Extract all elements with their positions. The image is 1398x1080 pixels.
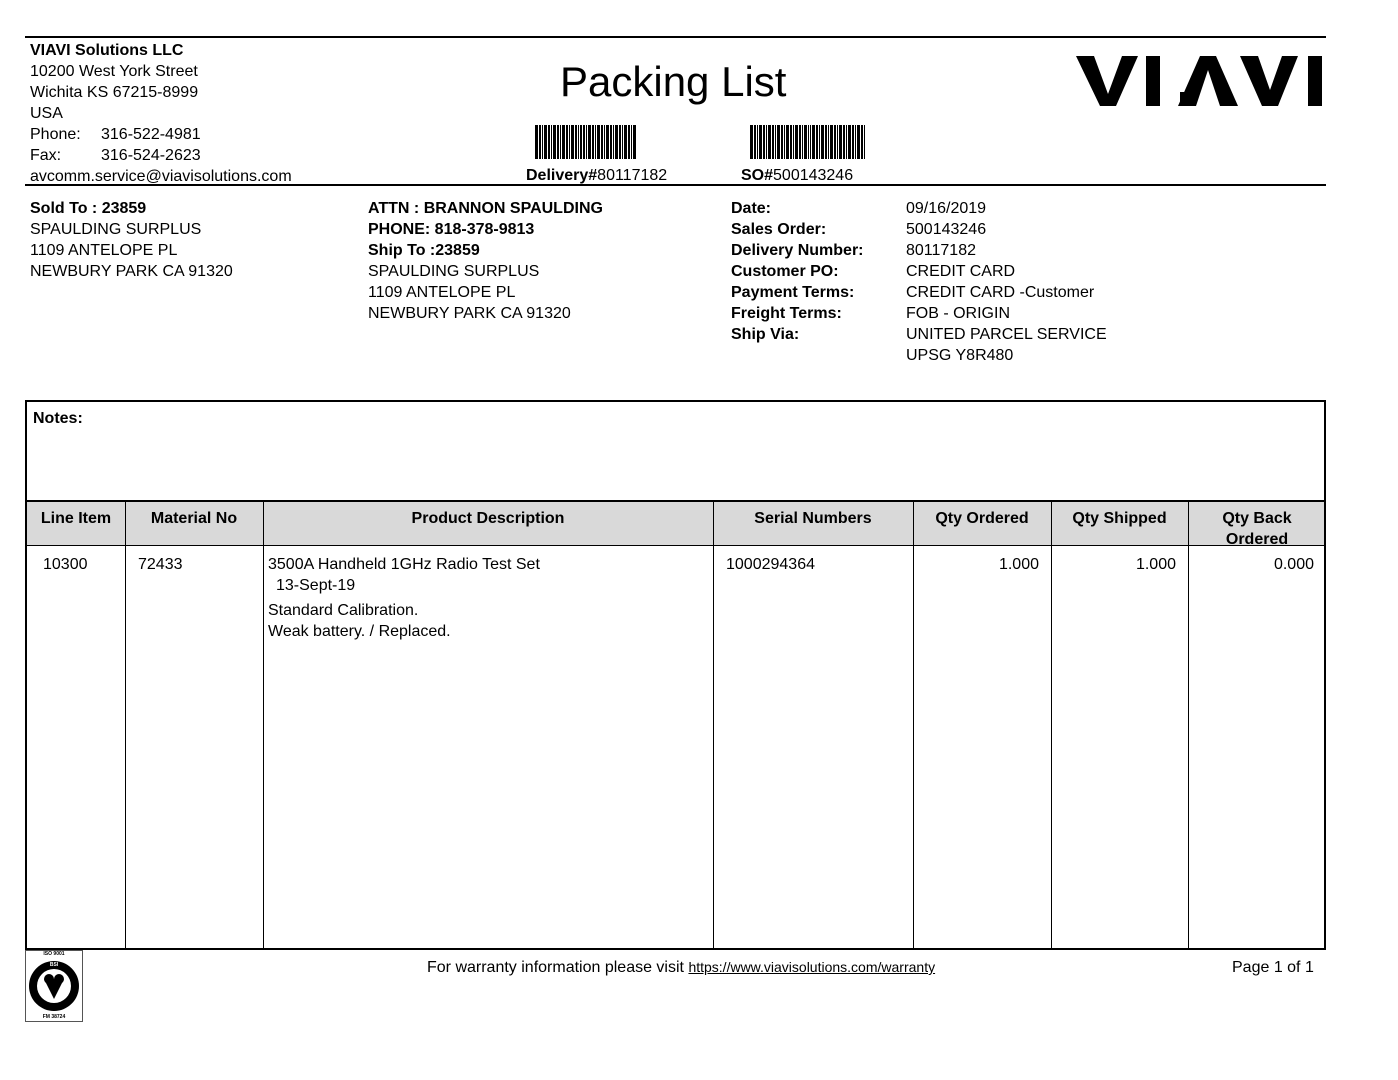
barcode-bar — [795, 125, 798, 159]
payment-terms-row — [731, 282, 1107, 303]
barcode-bar — [604, 125, 605, 159]
barcode-bar — [544, 125, 547, 159]
barcode-bar — [759, 125, 762, 159]
barcode-bar — [560, 125, 561, 159]
cell-line-item: 10300 — [43, 556, 88, 573]
warranty-text: For warranty information please visit — [427, 959, 684, 976]
delivery-number-value: 80117182 — [906, 242, 976, 259]
barcode-bar — [763, 125, 765, 159]
barcode-bar — [566, 125, 568, 159]
barcode-bar — [816, 125, 818, 159]
barcode-bar — [562, 125, 565, 159]
barcode-bar — [766, 125, 767, 159]
barcode-bar — [777, 125, 780, 159]
delivery-barcode-label — [526, 165, 667, 186]
customer-po-value: CREDIT CARD — [906, 263, 1016, 280]
company-city: Wichita KS 67215-8999 — [30, 84, 199, 101]
barcode-bar — [586, 125, 587, 159]
ship-via-row — [731, 324, 1107, 345]
cell-serial-number: 1000294364 — [726, 556, 815, 573]
barcode-bar — [542, 125, 543, 159]
fax-value: 316-524-2623 — [101, 147, 201, 164]
barcode-bar — [843, 125, 845, 159]
sold-to-line1: SPAULDING SURPLUS — [30, 221, 202, 238]
delivery-value: 80117182 — [597, 167, 668, 184]
barcode-bar — [571, 125, 574, 159]
header-product-description: Product Description — [411, 510, 565, 527]
header-serial-numbers: Serial Numbers — [754, 510, 872, 527]
cell-qty-back-ordered: 0.000 — [1273, 556, 1314, 573]
barcode-bar — [781, 125, 783, 159]
iso-certification-badge — [25, 950, 83, 1022]
company-name: VIAVI Solutions LLC — [30, 42, 184, 59]
barcode-bar — [631, 125, 632, 159]
warranty-notice — [427, 957, 935, 978]
freight-terms-row — [731, 303, 1107, 324]
barcode-bar — [855, 125, 856, 159]
barcode-bar — [619, 125, 621, 159]
notes-label: Notes: — [33, 410, 83, 427]
header-qty-shipped: Qty Shipped — [1072, 510, 1167, 527]
page-title: Packing List — [560, 58, 787, 105]
date-label: Date: — [731, 200, 772, 217]
barcode-bar — [595, 125, 596, 159]
barcode-bar — [633, 125, 636, 159]
ship-to-line3: NEWBURY PARK CA 91320 — [368, 305, 571, 322]
cell-note-battery: Weak battery. / Replaced. — [268, 623, 451, 640]
barcode-bar — [757, 125, 758, 159]
header-material-no: Material No — [150, 510, 238, 527]
ship-via-value: UNITED PARCEL SERVICE — [906, 326, 1107, 343]
delivery-number-label: Delivery Number: — [731, 242, 864, 259]
barcode-bar — [575, 125, 577, 159]
barcode-bar — [799, 125, 801, 159]
cell-note-calibration: Standard Calibration. — [268, 602, 419, 619]
barcode-bar — [861, 125, 863, 159]
barcode-bar — [613, 125, 614, 159]
barcode-bar — [775, 125, 776, 159]
iso-bottom-text: FM 38724 — [42, 1014, 66, 1020]
company-fax — [30, 145, 292, 166]
phone-label: Phone: — [30, 126, 81, 143]
barcode-bar — [846, 125, 847, 159]
ship-via-code: UPSG Y8R480 — [906, 347, 1014, 364]
sold-to-line3: NEWBURY PARK CA 91320 — [30, 263, 233, 280]
header-qty-back-line2: Ordered — [1225, 531, 1289, 548]
customer-po-row — [731, 261, 1107, 282]
header-line-item: Line Item — [40, 510, 112, 527]
freight-terms-label: Freight Terms: — [731, 305, 842, 322]
company-block — [30, 40, 292, 187]
barcode-bar — [580, 125, 583, 159]
barcode-bar — [615, 125, 618, 159]
barcode-bar — [821, 125, 824, 159]
customer-po-label: Customer PO: — [731, 263, 839, 280]
sold-to-block — [30, 198, 233, 282]
barcode-bar — [857, 125, 860, 159]
barcode-bar — [754, 125, 756, 159]
sales-order-label: Sales Order: — [731, 221, 827, 238]
barcode-bar — [610, 125, 612, 159]
barcode-bar — [553, 125, 556, 159]
ship-to-line1: SPAULDING SURPLUS — [368, 263, 540, 280]
sales-order-row — [731, 219, 1107, 240]
barcode-bar — [578, 125, 579, 159]
col-divider — [713, 500, 714, 948]
barcode-bar — [828, 125, 829, 159]
header-qty-back-line1: Qty Back — [1222, 510, 1292, 527]
ship-via-code-row — [731, 345, 1107, 366]
barcode-bar — [825, 125, 827, 159]
warranty-link[interactable]: https://www.viavisolutions.com/warranty — [688, 959, 936, 975]
barcode-bar — [812, 125, 815, 159]
sold-to-line2: 1109 ANTELOPE PL — [30, 242, 178, 259]
barcode-bar — [839, 125, 842, 159]
company-phone — [30, 124, 292, 145]
cell-qty-ordered: 1.000 — [998, 556, 1039, 573]
payment-terms-value: CREDIT CARD -Customer — [906, 284, 1095, 301]
barcode-bar — [837, 125, 838, 159]
barcode-bar — [790, 125, 792, 159]
so-barcode — [750, 125, 866, 159]
phone-value: 316-522-4981 — [101, 126, 201, 143]
barcode-bar — [597, 125, 600, 159]
cell-description-date: 13-Sept-19 — [276, 577, 356, 594]
ship-to-line2: 1109 ANTELOPE PL — [368, 284, 516, 301]
ship-to-block — [368, 198, 603, 324]
delivery-barcode — [535, 125, 637, 159]
barcode-bar — [848, 125, 851, 159]
barcode-bar — [569, 125, 570, 159]
barcode-bar — [551, 125, 552, 159]
iso-bsi-text: BSI — [49, 962, 59, 968]
header-qty-ordered: Qty Ordered — [935, 510, 1029, 527]
ship-to-heading: Ship To :23859 — [368, 242, 480, 259]
barcode-bar — [772, 125, 774, 159]
cell-material-no: 72433 — [138, 556, 183, 573]
barcode-bar — [819, 125, 820, 159]
sold-to-heading: Sold To : 23859 — [30, 200, 147, 217]
barcode-bar — [606, 125, 609, 159]
barcode-bar — [768, 125, 771, 159]
iso-top-text: ISO 9001 — [43, 951, 65, 957]
barcode-bar — [557, 125, 559, 159]
barcode-bar — [804, 125, 807, 159]
sales-order-value: 500143246 — [906, 221, 987, 238]
cell-qty-shipped: 1.000 — [1135, 556, 1176, 573]
barcode-bar — [864, 125, 865, 159]
payment-terms-label: Payment Terms: — [731, 284, 855, 301]
company-country: USA — [30, 105, 63, 122]
so-label: SO# — [741, 167, 774, 184]
barcode-bar — [588, 125, 591, 159]
date-value: 09/16/2019 — [906, 200, 987, 217]
top-rule — [25, 36, 1326, 38]
date-row — [731, 198, 1107, 219]
ship-phone: PHONE: 818-378-9813 — [368, 221, 535, 238]
barcode-bar — [834, 125, 836, 159]
fax-label: Fax: — [30, 147, 62, 164]
barcode-bar — [601, 125, 603, 159]
freight-terms-value: FOB - ORIGIN — [906, 305, 1010, 322]
barcode-bar — [535, 125, 538, 159]
barcode-bar — [802, 125, 803, 159]
barcode-bar — [539, 125, 541, 159]
header-qty-back-ordered — [1188, 508, 1326, 550]
col-divider — [263, 500, 264, 948]
barcode-bar — [592, 125, 594, 159]
barcode-bar — [624, 125, 627, 159]
barcode-bar — [750, 125, 753, 159]
barcode-bar — [786, 125, 789, 159]
attn: ATTN : BRANNON SPAULDING — [368, 200, 603, 217]
cell-description: 3500A Handheld 1GHz Radio Test Set — [268, 556, 540, 573]
barcode-bar — [583, 125, 585, 159]
barcode-bar — [810, 125, 811, 159]
so-barcode-label — [741, 165, 853, 186]
barcode-bar — [622, 125, 623, 159]
col-divider — [125, 500, 126, 948]
page-number: Page 1 of 1 — [1232, 959, 1314, 976]
delivery-number-row — [731, 240, 1107, 261]
barcode-bar — [852, 125, 854, 159]
delivery-label: Delivery# — [526, 167, 598, 184]
barcode-bar — [808, 125, 810, 159]
barcode-bar — [628, 125, 630, 159]
order-info-block — [731, 198, 1107, 366]
barcode-bar — [548, 125, 550, 159]
so-value: 500143246 — [773, 167, 854, 184]
barcode-bar — [830, 125, 833, 159]
line-items-table — [25, 400, 1326, 950]
company-street: 10200 West York Street — [30, 63, 198, 80]
company-email: avcomm.service@viavisolutions.com — [30, 168, 292, 185]
ship-via-label: Ship Via: — [731, 326, 800, 343]
barcode-bar — [784, 125, 785, 159]
viavi-logo — [1076, 56, 1324, 106]
barcode-bar — [793, 125, 794, 159]
